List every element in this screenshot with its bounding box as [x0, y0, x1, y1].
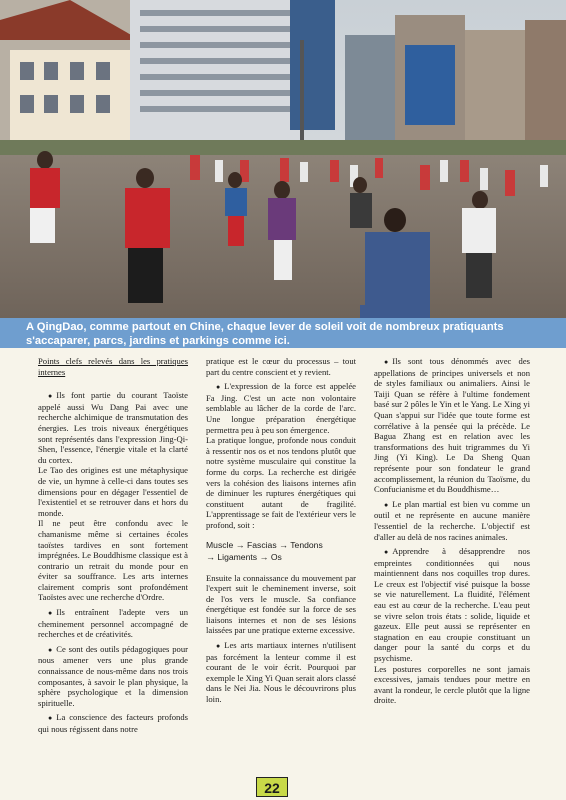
paragraph: ● L'expression de la force est appelée Fa Jing. C'est un acte non volontaire semblable au lâcher de la corde de l'arc. Une longue préparation énergétique permettra peu à peu son émergence.: [206, 381, 356, 435]
column-1: [38, 356, 188, 735]
arrow-right-icon: →: [206, 551, 215, 562]
caption-line-1: A QingDao, comme partout en Chine, chaque lever de soleil voit de nombreux pratiquants: [26, 321, 504, 333]
paragraph: ● Ils sont tous dénommés avec des appellations de principes universels et non de styles familiaux ou animaliers. Ainsi le Taiji Quan se réfère à l'ultime fondement basé sur 2 pôles le Yin et le Yang. Le Xing yi Quan s'appui sur l'idée que toute forme est corrélative à la pensée qui la précède. Le Bagua Zhang est en relation avec les transformations des huit trigrammes du Yi Jing (Yi King). Le Da Sheng Quan représente pour son fondateur le grand accomplissement, la réunion du Taoïsme, du Confucianisme et du Bouddhisme…: [374, 356, 530, 495]
paragraph: Il ne peut être confondu avec le chamanisme même si certaines écoles taoïstes tardives en sont fortement imprégnées. Le Bouddhisme classique est à contrario un retrait du monde pour en éviter sa souffrance. Les arts internes clairement compris sont profondément Taoïstes avec une recherche d'Ordre.: [38, 518, 188, 603]
paragraph: Le Tao des origines est une métaphysique de vie, un hymne à celle-ci dans toutes ses dimensions pour en dégager l'essentiel de l'existentiel et se retrouver dans et hors du monde.: [38, 465, 188, 518]
paragraph: ● Ce sont des outils pédagogiques pour nous amener vers une plus grande connaissance de nous-même dans nos trois composantes, à savoir le plan physique, la sphère psychologique et la dimension spirituelle.: [38, 644, 188, 709]
paragraph: ● Le plan martial est bien vu comme un outil et ne représente en aucune manière l'essentiel de la recherche. L'objectif est d'aller au delà de nos racines animales.: [374, 499, 530, 542]
paragraph: pratique est le cœur du processus – tout part du centre conscient et y revient.: [206, 356, 356, 377]
paragraph: ● Apprendre à désapprendre nos empreintes conditionnées qui nous maintiennent dans nos coquilles trop dures. Le creux est l'objectif visé puisque la bosse se vie naturellement. La fluidité, l'élément eau est au cœur de la recherche. L'eau peut se vivre selon trois états : solide, liquide et gazeux. Elle peut aussi se représenter en stagnation en eau croupie constituant un danger pour la santé du corps et du psychisme.: [374, 546, 530, 664]
arrow-right-icon: →: [259, 551, 269, 562]
paragraph: Les postures corporelles ne sont jamais excessives, jamais tendues pour mettre en avant la rondeur, le cercle plutôt que la ligne droite.: [374, 663, 530, 706]
tissue-diagram: [206, 539, 356, 563]
plaza-photo-illustration: [0, 0, 566, 318]
column-3: [374, 356, 530, 706]
arrow-right-icon: →: [279, 539, 289, 550]
paragraph: La pratique longue, profonde nous conduit à ressentir nos os et nos tendons plutôt que notre système musculaire qui constitue la forme du corps. La recherche est dirigée vers la cohésion des liaisons internes afin de diminuer les ruptures énergétiques qui constituent autant de fragilité. L'apprentissage se fait de l'extérieur vers le profond, soit :: [206, 435, 356, 530]
paragraph: Ensuite la connaissance du mouvement par l'expert suit le cheminement inverse, soit de l'os vers le muscle. Sa confiance énergétique est fondée sur la force de ses liaisons internes et non de ses lésions laissées par une pratique externe excessive.: [206, 572, 356, 636]
page-number: 22: [256, 777, 288, 797]
paragraph: ● Ils entraînent l'adepte vers un cheminement personnel accompagné de recherches et de créativités.: [38, 607, 188, 640]
diagram-os: Os: [270, 551, 282, 562]
diagram-muscle: Muscle: [206, 539, 234, 550]
paragraph: ● Ils font partie du courant Taoïste appelé aussi Wu Dang Pai avec une recherche alchimique de transmutation des énergies. Les trois niveaux énergétiques sont représentés dans l'expression Jing-Qi-Shen, l'essence, l'énergie vitale et la clarté du cortex.: [38, 390, 188, 465]
paragraph: ● La conscience des facteurs profonds qui nous régissent dans notre: [38, 712, 188, 734]
photo-caption: [0, 318, 566, 348]
diagram-tendons: Tendons: [290, 539, 323, 550]
paragraph: ● Les arts martiaux internes n'utilisent pas forcément la lenteur comme il est courant de le voir écrit. Pourquoi par exemple le Xing Yi Quan serait alors classé dans le Nei Jia. Nous le découvrirons plus loin.: [206, 640, 356, 705]
column-2: [206, 356, 356, 705]
arrow-right-icon: →: [235, 539, 245, 550]
diagram-ligaments: Ligaments: [217, 551, 258, 562]
diagram-fascias: Fascias: [247, 539, 277, 550]
section-heading: Points clefs relevés dans les pratiques internes: [38, 356, 188, 377]
header-photo: [0, 0, 566, 318]
caption-line-2: s'accaparer, parcs, jardins et parkings comme ici.: [26, 335, 290, 347]
